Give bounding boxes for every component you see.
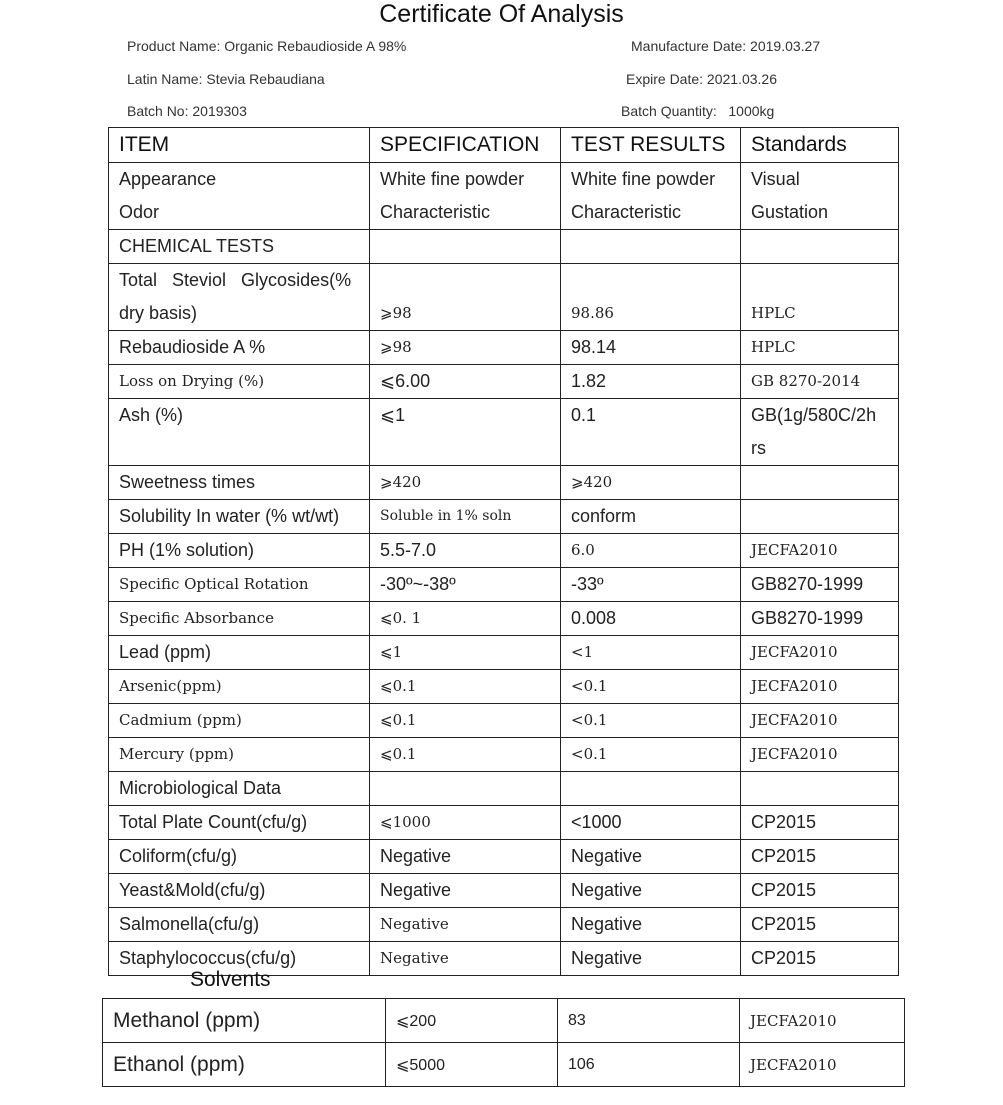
cell-standard: JECFA2010 [741, 670, 899, 704]
cell-spec: Soluble in 1% soln [370, 500, 561, 534]
cell-item: Mercury (ppm) [109, 738, 370, 772]
cell-item: Cadmium (ppm) [109, 704, 370, 738]
cell-standard: CP2015 [741, 908, 899, 942]
table-row [109, 670, 899, 704]
cell-item: Sweetness times [109, 466, 370, 500]
cell-item: Ash (%) [109, 399, 370, 466]
cell-result: 0.008 [561, 602, 741, 636]
cell-spec: ⩽0.1 [370, 738, 561, 772]
cell-result: 106 [558, 1043, 740, 1087]
cell-standard: JECFA2010 [741, 704, 899, 738]
cell-spec: ⩽0.1 [370, 704, 561, 738]
table-row [109, 874, 899, 908]
cell-spec: White fine powder [370, 163, 561, 197]
cell-spec: Negative [370, 874, 561, 908]
cell-spec: ⩽0.1 [370, 670, 561, 704]
cell-spec: ⩽200 [386, 999, 558, 1043]
steviol-line-2: dry basis) [119, 303, 198, 323]
cell-item: Loss on Drying (%) [109, 365, 370, 399]
solvents-table [102, 998, 905, 1087]
cell-item: Solubility In water (% wt/wt) [109, 500, 370, 534]
table-row [109, 840, 899, 874]
cell-standard: CP2015 [741, 840, 899, 874]
section-row [109, 772, 899, 806]
cell-standard: JECFA2010 [740, 1043, 905, 1087]
section-microbiological-data: Microbiological Data [109, 772, 370, 806]
cell-standard [741, 466, 899, 500]
cell-result: Negative [561, 942, 741, 976]
table-row [103, 1043, 905, 1087]
cell-spec: ⩽1 [370, 636, 561, 670]
cell-item: PH (1% solution) [109, 534, 370, 568]
table-row [109, 399, 899, 466]
cell-result: <0.1 [561, 704, 741, 738]
cell-standard [741, 399, 899, 466]
table-header-row [109, 128, 899, 163]
cell-item: Specific Absorbance [109, 602, 370, 636]
ash-standard-line-1: GB(1g/580C/2h [751, 405, 877, 425]
cell-result: 0.1 [561, 399, 741, 466]
cell-item: Yeast&Mold(cfu/g) [109, 874, 370, 908]
cell-item: Arsenic(ppm) [109, 670, 370, 704]
document-title: Certificate Of Analysis [379, 0, 624, 28]
cell-standard: GB8270-1999 [741, 602, 899, 636]
solvents-title: Solvents [190, 968, 271, 991]
cell-item: Lead (ppm) [109, 636, 370, 670]
table-row [109, 163, 899, 197]
cell-result: 1.82 [561, 365, 741, 399]
product-name: Product Name: Organic Rebaudioside A 98% [127, 38, 407, 54]
table-row [103, 999, 905, 1043]
cell-standard: CP2015 [741, 806, 899, 840]
table-row [109, 534, 899, 568]
expire-date: Expire Date: 2021.03.26 [626, 71, 777, 87]
table-row [109, 331, 899, 365]
header-item: ITEM [109, 128, 370, 163]
cell-spec: Characteristic [370, 196, 561, 230]
cell-standard: GB8270-1999 [741, 568, 899, 602]
section-row [109, 230, 899, 264]
cell-result: <0.1 [561, 738, 741, 772]
cell-standard: JECFA2010 [741, 738, 899, 772]
table-row [109, 466, 899, 500]
cell-item: Salmonella(cfu/g) [109, 908, 370, 942]
cell-spec: ⩽1000 [370, 806, 561, 840]
table-row [109, 568, 899, 602]
cell-result: Characteristic [561, 196, 741, 230]
cell-item: Rebaudioside A % [109, 331, 370, 365]
table-row [109, 908, 899, 942]
steviol-line-1: Total Steviol Glycosides(% [119, 270, 352, 290]
cell-result: <1000 [561, 806, 741, 840]
cell-result: 98.86 [561, 264, 741, 331]
cell-spec: ⩽0. 1 [370, 602, 561, 636]
cell-result: <0.1 [561, 670, 741, 704]
cell-item: Coliform(cfu/g) [109, 840, 370, 874]
cell-result: Negative [561, 874, 741, 908]
cell-item: Methanol (ppm) [103, 999, 386, 1043]
cell-standard: JECFA2010 [741, 636, 899, 670]
table-row [109, 196, 899, 230]
cell-item: Staphylococcus(cfu/g) [109, 942, 370, 976]
cell-spec: Negative [370, 840, 561, 874]
cell-spec: ⩽1 [370, 399, 561, 466]
cell-standard: JECFA2010 [741, 534, 899, 568]
cell-result: Negative [561, 840, 741, 874]
cell-spec: ⩽5000 [386, 1043, 558, 1087]
cell-item: Appearance [109, 163, 370, 197]
cell-item: Ethanol (ppm) [103, 1043, 386, 1087]
table-row [109, 264, 899, 331]
ash-standard-line-2: rs [751, 438, 766, 458]
cell-spec: Negative [370, 942, 561, 976]
cell-standard [741, 500, 899, 534]
table-row [109, 738, 899, 772]
cell-result: <1 [561, 636, 741, 670]
cell-standard: JECFA2010 [740, 999, 905, 1043]
table-row [109, 806, 899, 840]
header-specification: SPECIFICATION [370, 128, 561, 163]
cell-standard: HPLC [741, 264, 899, 331]
cell-standard: Gustation [741, 196, 899, 230]
table-row [109, 365, 899, 399]
cell-result: 83 [558, 999, 740, 1043]
cell-item [109, 264, 370, 331]
cell-standard: HPLC [741, 331, 899, 365]
cell-result: ⩾420 [561, 466, 741, 500]
cell-spec: Negative [370, 908, 561, 942]
cell-spec: -30º~-38º [370, 568, 561, 602]
header-test-results: TEST RESULTS [561, 128, 741, 163]
cell-standard: CP2015 [741, 942, 899, 976]
batch-no: Batch No: 2019303 [127, 103, 247, 119]
manufacture-date: Manufacture Date: 2019.03.27 [631, 38, 821, 54]
cell-item: Odor [109, 196, 370, 230]
table-row [109, 636, 899, 670]
table-row [109, 704, 899, 738]
cell-spec: ⩾98 [370, 264, 561, 331]
cell-result: 98.14 [561, 331, 741, 365]
cell-standard: CP2015 [741, 874, 899, 908]
latin-name: Latin Name: Stevia Rebaudiana [127, 71, 325, 87]
cell-standard: GB 8270-2014 [741, 365, 899, 399]
cell-spec: 5.5-7.0 [370, 534, 561, 568]
cell-spec: ⩽6.00 [370, 365, 561, 399]
analysis-table [108, 127, 899, 976]
table-row [109, 602, 899, 636]
cell-item: Total Plate Count(cfu/g) [109, 806, 370, 840]
cell-spec: ⩾98 [370, 331, 561, 365]
section-chemical-tests: CHEMICAL TESTS [109, 230, 370, 264]
table-row [109, 500, 899, 534]
batch-quantity: Batch Quantity: 1000kg [621, 103, 775, 119]
cell-result: conform [561, 500, 741, 534]
cell-spec: ⩾420 [370, 466, 561, 500]
cell-result: -33º [561, 568, 741, 602]
cell-standard: Visual [741, 163, 899, 197]
cell-result: White fine powder [561, 163, 741, 197]
cell-result: Negative [561, 908, 741, 942]
cell-result: 6.0 [561, 534, 741, 568]
cell-item: Specific Optical Rotation [109, 568, 370, 602]
header-standards: Standards [741, 128, 899, 163]
